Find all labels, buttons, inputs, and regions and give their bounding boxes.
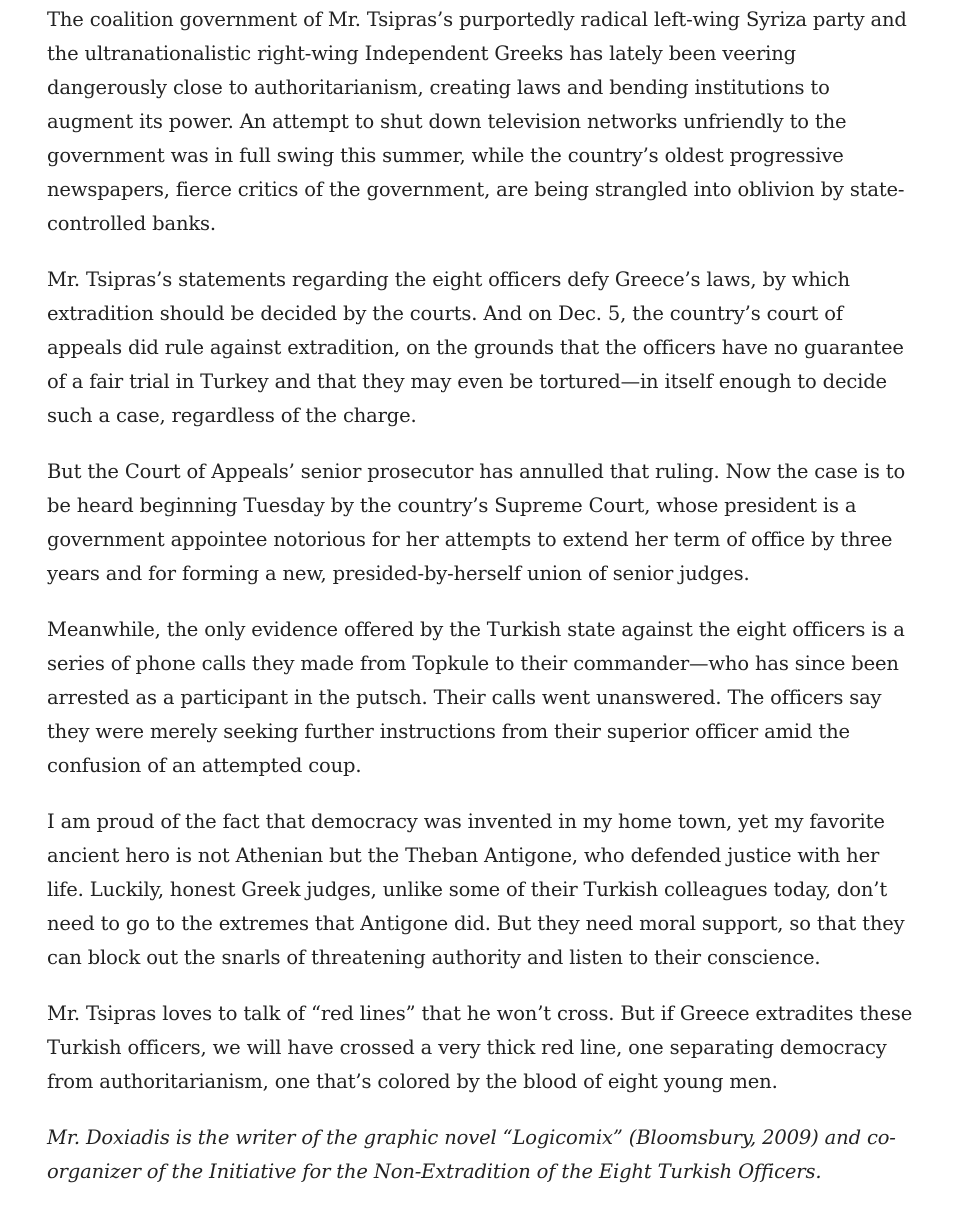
author-bio: Mr. Doxiadis is the writer of the graphic novel “Logicomix” (Bloomsbury, 2009) and co-organizer of the Initiative for the Non-Extradition of the Eight Turkish Officers.: [47, 1126, 896, 1183]
article-paragraph-1: The coalition government of Mr. Tsipras’s purportedly radical left-wing Syriza party and the ultranationalistic right-wing Independent Greeks has lately been veering dangerously close to authoritarianism, creating laws and bending institutions to augment its power. An attempt to shut down television networks unfriendly to the government was in full swing this summer, while the country’s oldest progressive newspapers, fierce critics of the government, are being strangled into oblivion by state-controlled banks.: [47, 8, 907, 235]
article-paragraph-6: Mr. Tsipras loves to talk of “red lines” that he won’t cross. But if Greece extradites these Turkish officers, we will have crossed a very thick red line, one separating democracy from authoritarianism, one that’s colored by the blood of eight young men.: [47, 1002, 913, 1093]
article-paragraph-4: Meanwhile, the only evidence offered by the Turkish state against the eight officers is a series of phone calls they made from Topkule to their commander—who has since been arrested as a participant in the putsch. Their calls went unanswered. The officers say they were merely seeking further instructions from their superior officer amid the confusion of an attempted coup.: [47, 618, 905, 777]
article-body: [47, 3, 917, 1211]
article-paragraph-2: Mr. Tsipras’s statements regarding the eight officers defy Greece’s laws, by which extradition should be decided by the courts. And on Dec. 5, the country’s court of appeals did rule against extradition, on the grounds that the officers have no guarantee of a fair trial in Turkey and that they may even be tortured—in itself enough to decide such a case, regardless of the charge.: [47, 268, 904, 427]
article-paragraph-3: But the Court of Appeals’ senior prosecutor has annulled that ruling. Now the case is to be heard beginning Tuesday by the country’s Supreme Court, whose president is a government appointee notorious for her attempts to extend her term of office by three years and for forming a new, presided-by-herself union of senior judges.: [47, 460, 906, 585]
article-paragraph-5: I am proud of the fact that democracy was invented in my home town, yet my favorite ancient hero is not Athenian but the Theban Antigone, who defended justice with her life. Luckily, honest Greek judges, unlike some of their Turkish colleagues today, don’t need to go to the extremes that Antigone did. But they need moral support, so that they can block out the snarls of threatening authority and listen to their conscience.: [47, 810, 905, 969]
